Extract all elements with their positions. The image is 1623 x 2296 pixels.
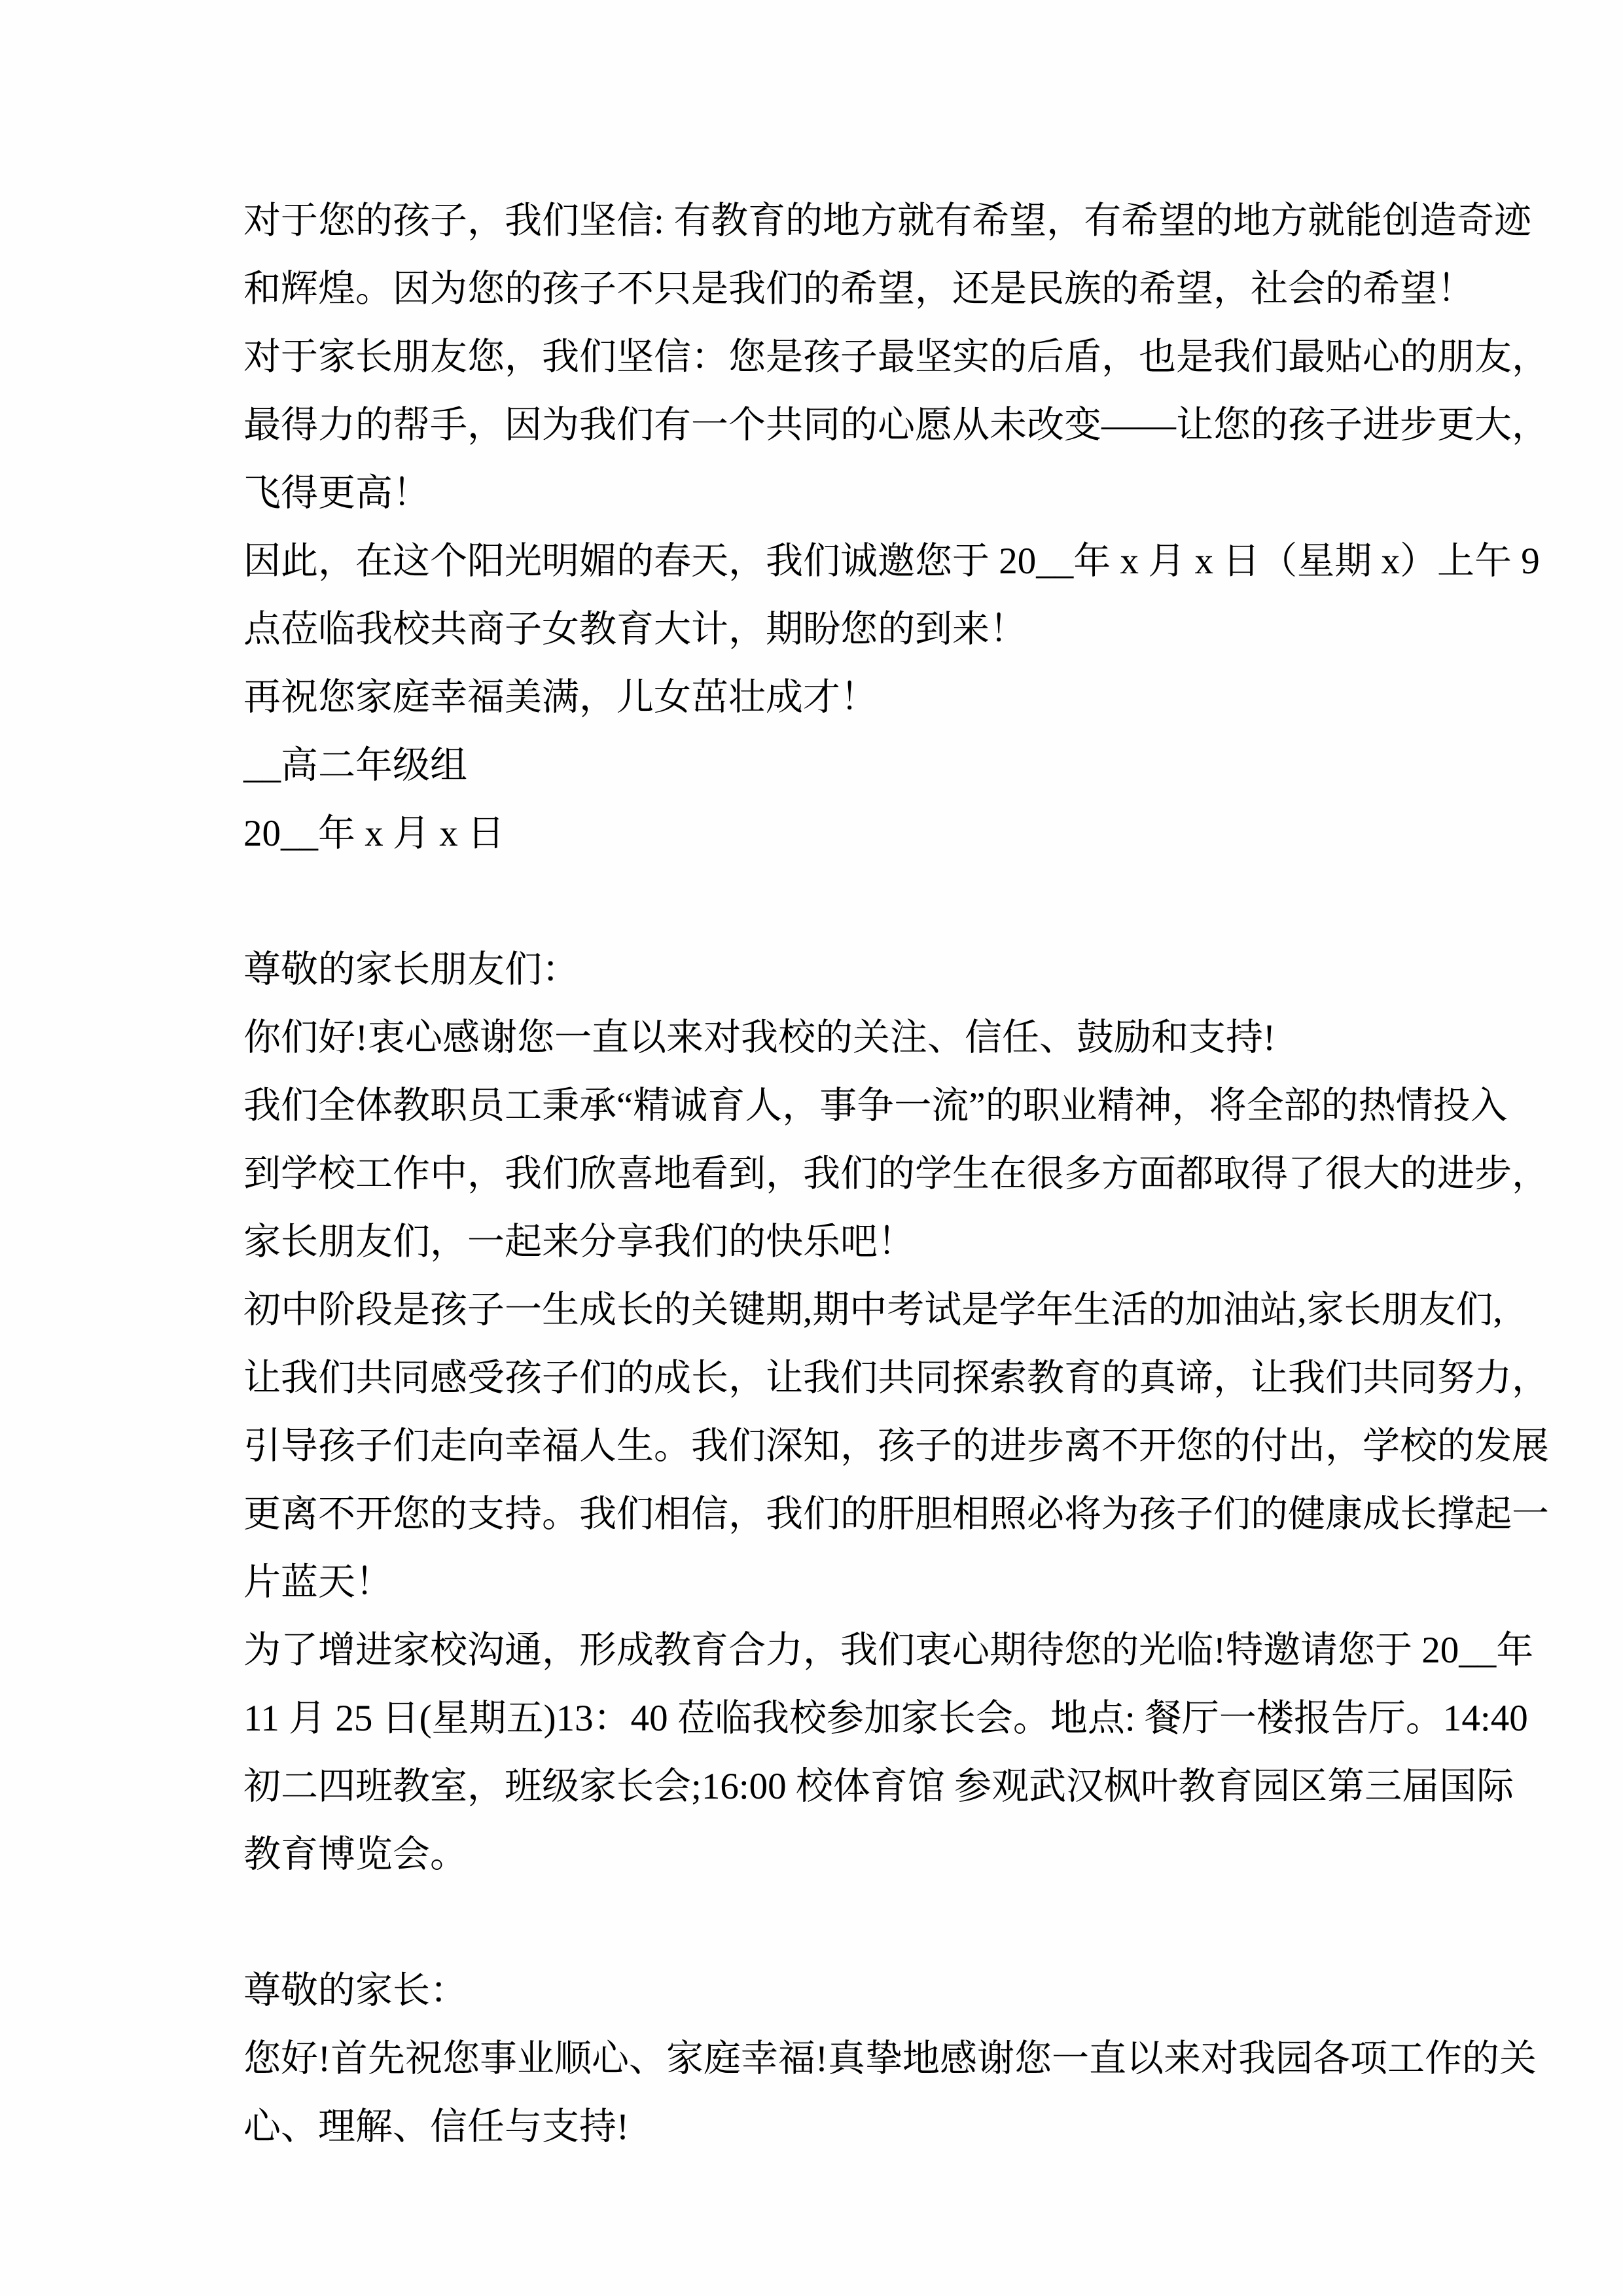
- letters: [243, 187, 1549, 2161]
- text-line: 初中阶段是孩子一生成长的关键期,期中考试是学年生活的加油站,家长朋友们,: [243, 1289, 1503, 1331]
- text-line: 家长朋友们，一起来分享我们的快乐吧！: [243, 1221, 915, 1263]
- text-line: 再祝您家庭幸福美满，儿女茁壮成才！: [243, 677, 878, 718]
- text-line: 为了增进家校沟通，形成教育合力，我们衷心期待您的光临!特邀请您于 20__年: [243, 1630, 1534, 1671]
- text-line: 因此，在这个阳光明媚的春天，我们诚邀您于 20__年 x 月 x 日（星期 x）上午 9: [243, 541, 1540, 582]
- text-line: 尊敬的家长朋友们：: [243, 949, 579, 990]
- text-line: 你们好!衷心感谢您一直以来对我校的关注、信任、鼓励和支持!: [243, 1017, 1275, 1058]
- text-line: 初二四班教室，班级家长会;16:00 校体育馆 参观武汉枫叶教育园区第三届国际: [243, 1766, 1514, 1807]
- text-line: __高二年级组: [243, 745, 467, 786]
- letter-2-invitation: [243, 936, 1549, 1889]
- text-line: 点莅临我校共商子女教育大计，期盼您的到来！: [243, 609, 1027, 650]
- text-line: 和辉煌。因为您的孩子不只是我们的希望，还是民族的希望，社会的希望！: [243, 268, 1474, 310]
- text-line: 到学校工作中，我们欣喜地看到，我们的学生在很多方面都取得了很大的进步，: [243, 1153, 1549, 1194]
- text-line: 最得力的帮手，因为我们有一个共同的心愿从未改变——让您的孩子进步更大，: [243, 404, 1549, 446]
- letter-3-opening-section: [243, 1957, 1537, 2161]
- text-line: 更离不开您的支持。我们相信，我们的肝胆相照必将为孩子们的健康成长撑起一: [243, 1494, 1549, 1535]
- text-line: 对于家长朋友您，我们坚信：您是孩子最坚实的后盾，也是我们最贴心的朋友，: [243, 336, 1549, 378]
- text-line: 20__年 x 月 x 日: [243, 813, 505, 854]
- text-line: 11 月 25 日(星期五)13：40 莅临我校参加家长会。地点: 餐厅一楼报告厅。14:40: [243, 1698, 1528, 1739]
- text-line: 心、理解、信任与支持!: [243, 2106, 629, 2147]
- text-line: 飞得更高！: [243, 473, 430, 514]
- text-line: 对于您的孩子，我们坚信: 有教育的地方就有希望，有希望的地方就能创造奇迹: [243, 200, 1532, 242]
- text-line: 片蓝天！: [243, 1562, 393, 1603]
- text-line: 我们全体教职员工秉承“精诚育人，事争一流”的职业精神，将全部的热情投入: [243, 1085, 1508, 1126]
- text-line: 引导孩子们走向幸福人生。我们深知，孩子的进步离不开您的付出，学校的发展: [243, 1426, 1549, 1467]
- text-line: 尊敬的家长：: [243, 1970, 467, 2011]
- text-line: 您好!首先祝您事业顺心、家庭幸福!真挚地感谢您一直以来对我园各项工作的关: [243, 2038, 1537, 2079]
- text-line: 让我们共同感受孩子们的成长，让我们共同探索教育的真谛，让我们共同努力，: [243, 1357, 1549, 1399]
- text-line: 教育博览会。: [243, 1834, 467, 1875]
- letter-1-closing-section: [243, 187, 1549, 868]
